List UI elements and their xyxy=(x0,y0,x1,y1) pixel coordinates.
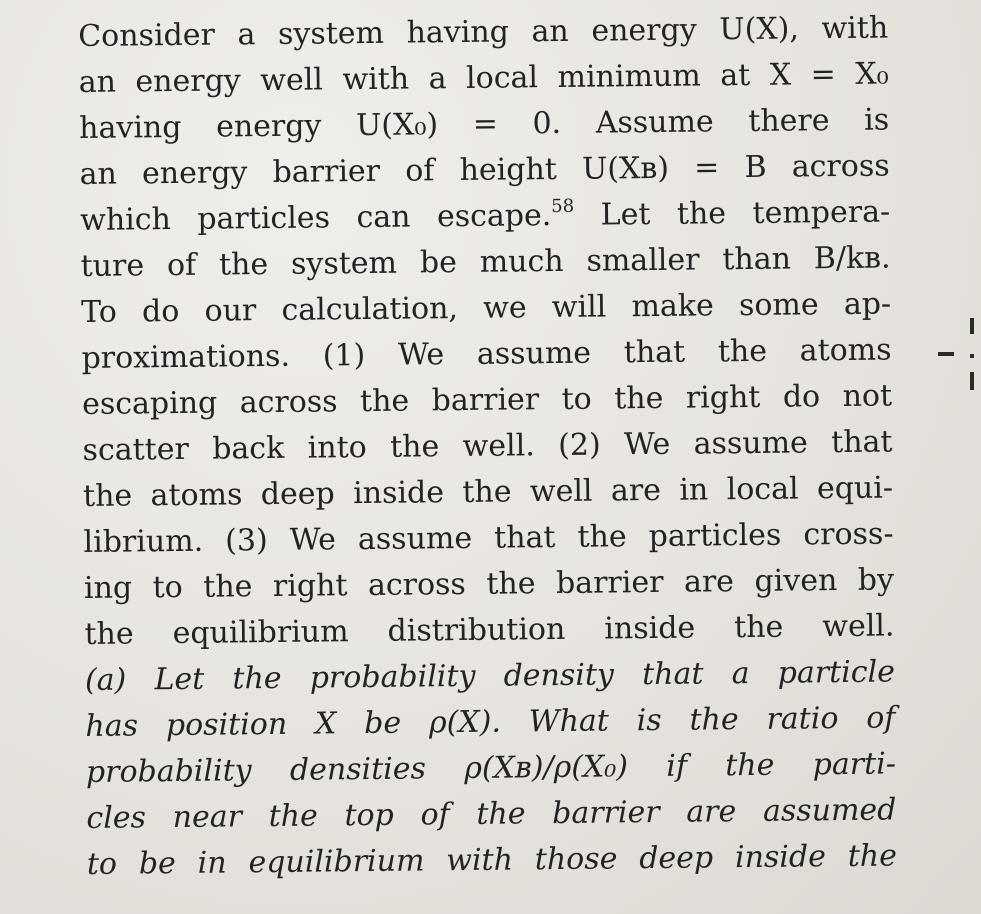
margin-mark-bar-top xyxy=(970,318,974,334)
margin-mark-dot xyxy=(970,354,974,358)
body-line-5-head: which particles can escape. xyxy=(79,198,552,238)
problem-text xyxy=(78,6,897,888)
body-line-13: ing to the right across the barrier are given by xyxy=(83,562,895,606)
margin-marks xyxy=(932,316,980,396)
footnote-reference: 58 xyxy=(551,195,575,218)
body-line-7: To do our calculation, we will make some ap- xyxy=(80,286,892,330)
body-line-3: having energy U(X₀) = 0. Assume there is xyxy=(79,102,890,146)
margin-mark-dash xyxy=(938,352,954,356)
body-line-8: proximations. (1) We assume that the atoms xyxy=(81,332,892,376)
body-line-5-tail: Let the tempera- xyxy=(600,194,891,233)
question-line-1: (a) Let the probability density that a particle xyxy=(84,654,896,698)
body-line-4: an energy barrier of height U(Xʙ) = B across xyxy=(79,148,890,192)
body-line-6: ture of the system be much smaller than B/kʙ. xyxy=(80,240,891,284)
body-line-14: the equilibrium distribution inside the well. xyxy=(84,608,895,652)
body-line-11: the atoms deep inside the well are in local equi- xyxy=(82,470,894,514)
body-line-1: Consider a system having an energy U(X), with xyxy=(78,10,889,54)
question-line-5: to be in equilibrium with those deep inside the xyxy=(86,838,898,882)
body-line-9: escaping across the barrier to the right do not xyxy=(81,378,893,422)
margin-mark-bar-bottom xyxy=(970,372,974,390)
body-line-12: librium. (3) We assume that the particles cross- xyxy=(83,516,894,560)
body-line-10: scatter back into the well. (2) We assume that xyxy=(82,424,893,468)
body-line-2: an energy well with a local minimum at X = X₀ xyxy=(78,56,889,100)
question-line-2: has position X be ρ(X). What is the ratio of xyxy=(85,700,896,744)
question-line-3: probability densities ρ(Xʙ)/ρ(X₀) if the parti- xyxy=(85,746,897,790)
question-line-4: cles near the top of the barrier are assumed xyxy=(86,792,897,836)
